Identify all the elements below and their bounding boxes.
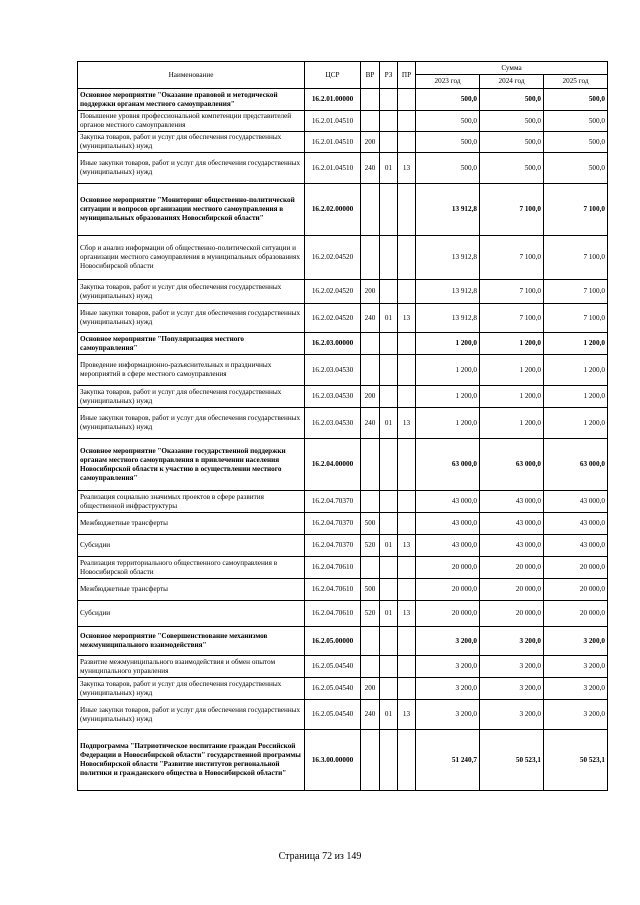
row-vr [361, 557, 380, 579]
row-name: Иные закупки товаров, работ и услуг для обеспечения государственных (муниципальных) нужд [78, 700, 305, 730]
row-sum-2024: 3 200,0 [480, 678, 544, 700]
row-csr: 16.2.03.04530 [305, 386, 361, 408]
row-sum-2025: 63 000,0 [544, 439, 608, 491]
row-sum-2023: 13 912,8 [416, 280, 480, 304]
row-sum-2025: 500,0 [544, 153, 608, 184]
row-sum-2024: 1 200,0 [480, 355, 544, 386]
row-csr: 16.2.03.00000 [305, 333, 361, 355]
row-pr [398, 678, 416, 700]
row-pr [398, 386, 416, 408]
row-sum-2025: 3 200,0 [544, 678, 608, 700]
row-vr [361, 730, 380, 791]
row-sum-2024: 3 200,0 [480, 627, 544, 656]
row-sum-2023: 13 912,8 [416, 184, 480, 236]
table-row [78, 439, 608, 491]
row-name: Повышение уровня профессиональной компетенции представителей органов местного самоуправления [78, 111, 305, 132]
row-sum-2025: 1 200,0 [544, 333, 608, 355]
row-pr [398, 132, 416, 153]
row-vr [361, 184, 380, 236]
row-rz [380, 236, 398, 280]
row-pr: 13 [398, 601, 416, 627]
row-pr [398, 280, 416, 304]
row-rz [380, 557, 398, 579]
row-csr: 16.2.04.70610 [305, 557, 361, 579]
row-sum-2025: 20 000,0 [544, 557, 608, 579]
row-rz: 01 [380, 535, 398, 557]
row-sum-2025: 1 200,0 [544, 355, 608, 386]
row-sum-2025: 7 100,0 [544, 280, 608, 304]
row-sum-2024: 1 200,0 [480, 333, 544, 355]
row-name: Иные закупки товаров, работ и услуг для обеспечения государственных (муниципальных) нужд [78, 153, 305, 184]
col-header-csr: ЦСР [305, 62, 361, 89]
row-rz: 01 [380, 304, 398, 333]
col-header-name: Наименование [78, 62, 305, 89]
row-pr [398, 184, 416, 236]
row-pr [398, 439, 416, 491]
row-pr: 13 [398, 700, 416, 730]
row-csr: 16.2.05.04540 [305, 656, 361, 678]
row-name: Развитие межмуниципального взаимодействия и обмен опытом муниципального управления [78, 656, 305, 678]
row-vr: 500 [361, 513, 380, 535]
row-rz [380, 491, 398, 513]
row-name: Межбюджетные трансферты [78, 579, 305, 601]
row-pr [398, 579, 416, 601]
row-vr [361, 656, 380, 678]
row-sum-2023: 3 200,0 [416, 656, 480, 678]
table-row [78, 535, 608, 557]
row-pr [398, 730, 416, 791]
table-row [78, 184, 608, 236]
row-sum-2024: 7 100,0 [480, 304, 544, 333]
row-name: Закупка товаров, работ и услуг для обеспечения государственных (муниципальных) нужд [78, 132, 305, 153]
row-csr: 16.2.04.70370 [305, 513, 361, 535]
row-sum-2023: 20 000,0 [416, 579, 480, 601]
row-sum-2023: 500,0 [416, 111, 480, 132]
row-name: Иные закупки товаров, работ и услуг для обеспечения государственных (муниципальных) нужд [78, 408, 305, 439]
row-sum-2024: 3 200,0 [480, 700, 544, 730]
row-rz [380, 439, 398, 491]
row-sum-2025: 7 100,0 [544, 236, 608, 280]
row-sum-2023: 500,0 [416, 132, 480, 153]
row-name: Иные закупки товаров, работ и услуг для обеспечения государственных (муниципальных) нужд [78, 304, 305, 333]
row-sum-2025: 1 200,0 [544, 408, 608, 439]
row-rz: 01 [380, 700, 398, 730]
row-rz [380, 730, 398, 791]
row-csr: 16.2.04.70370 [305, 535, 361, 557]
row-sum-2025: 3 200,0 [544, 700, 608, 730]
table-row [78, 513, 608, 535]
table-row [78, 132, 608, 153]
row-csr: 16.2.01.04510 [305, 153, 361, 184]
row-sum-2023: 1 200,0 [416, 408, 480, 439]
page-number: Страница 72 из 149 [278, 851, 362, 862]
row-sum-2024: 7 100,0 [480, 236, 544, 280]
row-vr: 200 [361, 132, 380, 153]
row-rz [380, 89, 398, 111]
row-name: Закупка товаров, работ и услуг для обеспечения государственных (муниципальных) нужд [78, 280, 305, 304]
row-rz [380, 132, 398, 153]
row-sum-2024: 1 200,0 [480, 408, 544, 439]
row-pr: 13 [398, 304, 416, 333]
table-row [78, 730, 608, 791]
row-sum-2023: 500,0 [416, 153, 480, 184]
row-sum-2023: 13 912,8 [416, 304, 480, 333]
table-row [78, 236, 608, 280]
row-name: Проведение информационно-разъяснительных и праздничных мероприятий в сфере местного самоуправления [78, 355, 305, 386]
row-sum-2023: 500,0 [416, 89, 480, 111]
table-row [78, 111, 608, 132]
row-pr: 13 [398, 535, 416, 557]
table-row [78, 656, 608, 678]
row-csr: 16.2.03.04530 [305, 355, 361, 386]
row-sum-2024: 500,0 [480, 89, 544, 111]
row-sum-2024: 500,0 [480, 111, 544, 132]
row-vr [361, 236, 380, 280]
row-rz [380, 627, 398, 656]
row-csr: 16.2.04.70610 [305, 601, 361, 627]
row-name: Основное мероприятие "Оказание правовой и методической поддержки органам местного самоуправления" [78, 89, 305, 111]
row-rz [380, 355, 398, 386]
row-sum-2024: 7 100,0 [480, 280, 544, 304]
row-vr [361, 491, 380, 513]
row-vr: 200 [361, 678, 380, 700]
row-name: Основное мероприятие "Оказание государственной поддержки органам местного самоуправления в привлечении населения Новосибирской области к участию в осуществлении местного самоуправления" [78, 439, 305, 491]
table-row [78, 153, 608, 184]
row-csr: 16.2.05.00000 [305, 627, 361, 656]
row-vr: 500 [361, 579, 380, 601]
row-sum-2025: 43 000,0 [544, 513, 608, 535]
row-sum-2025: 1 200,0 [544, 386, 608, 408]
row-rz [380, 656, 398, 678]
col-header-year-2024: 2024 год [480, 75, 544, 89]
table-row [78, 304, 608, 333]
row-sum-2023: 3 200,0 [416, 627, 480, 656]
table-row [78, 557, 608, 579]
table-row [78, 579, 608, 601]
row-sum-2025: 500,0 [544, 89, 608, 111]
table-row [78, 408, 608, 439]
row-sum-2023: 51 240,7 [416, 730, 480, 791]
row-pr [398, 491, 416, 513]
row-sum-2023: 13 912,8 [416, 236, 480, 280]
row-sum-2023: 1 200,0 [416, 333, 480, 355]
row-sum-2025: 43 000,0 [544, 535, 608, 557]
table-row [78, 280, 608, 304]
row-vr: 240 [361, 408, 380, 439]
col-header-pr: ПР [398, 62, 416, 89]
row-rz [380, 579, 398, 601]
row-sum-2023: 20 000,0 [416, 557, 480, 579]
row-name: Подпрограмма "Патриотическое воспитание граждан Российской Федерации в Новосибирской области" государственной программы Новосибирской области "Развитие институтов региональной политики и гражданского общества в Новосибирской области" [78, 730, 305, 791]
row-rz: 01 [380, 153, 398, 184]
row-sum-2024: 3 200,0 [480, 656, 544, 678]
row-csr: 16.2.05.04540 [305, 678, 361, 700]
row-name: Основное мероприятие "Популяризация местного самоуправления" [78, 333, 305, 355]
row-csr: 16.3.00.00000 [305, 730, 361, 791]
row-name: Основное мероприятие "Совершенствование механизмов межмуниципального взаимодействия" [78, 627, 305, 656]
row-sum-2025: 50 523,1 [544, 730, 608, 791]
col-header-sum: Сумма [416, 62, 608, 75]
row-pr [398, 557, 416, 579]
row-pr [398, 236, 416, 280]
row-sum-2025: 7 100,0 [544, 184, 608, 236]
row-vr: 520 [361, 601, 380, 627]
row-sum-2025: 3 200,0 [544, 656, 608, 678]
row-csr: 16.2.02.04520 [305, 304, 361, 333]
row-sum-2024: 20 000,0 [480, 601, 544, 627]
budget-table-container [77, 61, 607, 791]
row-pr [398, 333, 416, 355]
row-vr [361, 89, 380, 111]
row-rz [380, 184, 398, 236]
row-sum-2023: 20 000,0 [416, 601, 480, 627]
col-header-rz: РЗ [380, 62, 398, 89]
row-vr [361, 111, 380, 132]
row-rz [380, 280, 398, 304]
row-vr: 200 [361, 280, 380, 304]
row-vr [361, 355, 380, 386]
row-name: Основное мероприятие "Мониторинг общественно-политической ситуации и вопросов организации местного самоуправления в муниципальных образованиях Новосибирской области" [78, 184, 305, 236]
row-vr: 240 [361, 304, 380, 333]
row-pr [398, 89, 416, 111]
row-sum-2025: 7 100,0 [544, 304, 608, 333]
row-rz [380, 678, 398, 700]
row-sum-2024: 20 000,0 [480, 557, 544, 579]
row-sum-2023: 3 200,0 [416, 700, 480, 730]
row-sum-2023: 43 000,0 [416, 535, 480, 557]
row-sum-2025: 20 000,0 [544, 601, 608, 627]
row-sum-2025: 500,0 [544, 111, 608, 132]
row-sum-2023: 1 200,0 [416, 355, 480, 386]
row-rz [380, 333, 398, 355]
row-name: Сбор и анализ информации об общественно-политической ситуации и организации местного самоуправления в муниципальных образованиях Новосибирской области [78, 236, 305, 280]
row-vr: 520 [361, 535, 380, 557]
row-name: Субсидии [78, 535, 305, 557]
row-rz [380, 386, 398, 408]
row-sum-2024: 43 000,0 [480, 535, 544, 557]
row-vr: 240 [361, 153, 380, 184]
table-row [78, 491, 608, 513]
row-vr: 240 [361, 700, 380, 730]
row-sum-2024: 7 100,0 [480, 184, 544, 236]
row-sum-2024: 63 000,0 [480, 439, 544, 491]
row-sum-2025: 20 000,0 [544, 579, 608, 601]
table-row [78, 627, 608, 656]
row-name: Реализация территориального общественного самоуправления в Новосибирской области [78, 557, 305, 579]
row-csr: 16.2.02.04520 [305, 280, 361, 304]
row-pr [398, 656, 416, 678]
table-row [78, 678, 608, 700]
row-rz [380, 111, 398, 132]
row-csr: 16.2.02.00000 [305, 184, 361, 236]
row-sum-2025: 3 200,0 [544, 627, 608, 656]
row-sum-2023: 3 200,0 [416, 678, 480, 700]
row-sum-2023: 43 000,0 [416, 491, 480, 513]
row-pr: 13 [398, 153, 416, 184]
budget-table [77, 61, 608, 791]
row-csr: 16.2.01.04510 [305, 111, 361, 132]
row-vr [361, 333, 380, 355]
row-sum-2024: 1 200,0 [480, 386, 544, 408]
row-rz [380, 513, 398, 535]
row-csr: 16.2.02.04520 [305, 236, 361, 280]
row-name: Закупка товаров, работ и услуг для обеспечения государственных (муниципальных) нужд [78, 678, 305, 700]
row-sum-2024: 50 523,1 [480, 730, 544, 791]
row-name: Межбюджетные трансферты [78, 513, 305, 535]
row-csr: 16.2.01.04510 [305, 132, 361, 153]
row-name: Субсидии [78, 601, 305, 627]
table-row [78, 355, 608, 386]
table-row [78, 601, 608, 627]
table-row [78, 89, 608, 111]
row-vr: 200 [361, 386, 380, 408]
col-header-year-2025: 2025 год [544, 75, 608, 89]
row-csr: 16.2.04.70370 [305, 491, 361, 513]
table-row [78, 333, 608, 355]
row-sum-2024: 500,0 [480, 153, 544, 184]
col-header-year-2023: 2023 год [416, 75, 480, 89]
row-csr: 16.2.04.00000 [305, 439, 361, 491]
row-sum-2024: 43 000,0 [480, 513, 544, 535]
table-row [78, 700, 608, 730]
table-row [78, 386, 608, 408]
row-pr [398, 355, 416, 386]
row-sum-2024: 500,0 [480, 132, 544, 153]
row-csr: 16.2.04.70610 [305, 579, 361, 601]
row-pr [398, 111, 416, 132]
row-csr: 16.2.03.04530 [305, 408, 361, 439]
row-rz: 01 [380, 601, 398, 627]
row-csr: 16.2.01.00000 [305, 89, 361, 111]
row-sum-2025: 43 000,0 [544, 491, 608, 513]
row-pr [398, 627, 416, 656]
row-name: Закупка товаров, работ и услуг для обеспечения государственных (муниципальных) нужд [78, 386, 305, 408]
row-name: Реализация социально значимых проектов в сфере развития общественной инфраструктуры [78, 491, 305, 513]
row-sum-2023: 63 000,0 [416, 439, 480, 491]
row-sum-2023: 43 000,0 [416, 513, 480, 535]
row-pr [398, 513, 416, 535]
row-csr: 16.2.05.04540 [305, 700, 361, 730]
row-vr [361, 627, 380, 656]
col-header-vr: ВР [361, 62, 380, 89]
table-body [78, 89, 608, 791]
row-sum-2024: 43 000,0 [480, 491, 544, 513]
row-sum-2024: 20 000,0 [480, 579, 544, 601]
row-sum-2023: 1 200,0 [416, 386, 480, 408]
row-vr [361, 439, 380, 491]
row-rz: 01 [380, 408, 398, 439]
row-pr: 13 [398, 408, 416, 439]
row-sum-2025: 500,0 [544, 132, 608, 153]
